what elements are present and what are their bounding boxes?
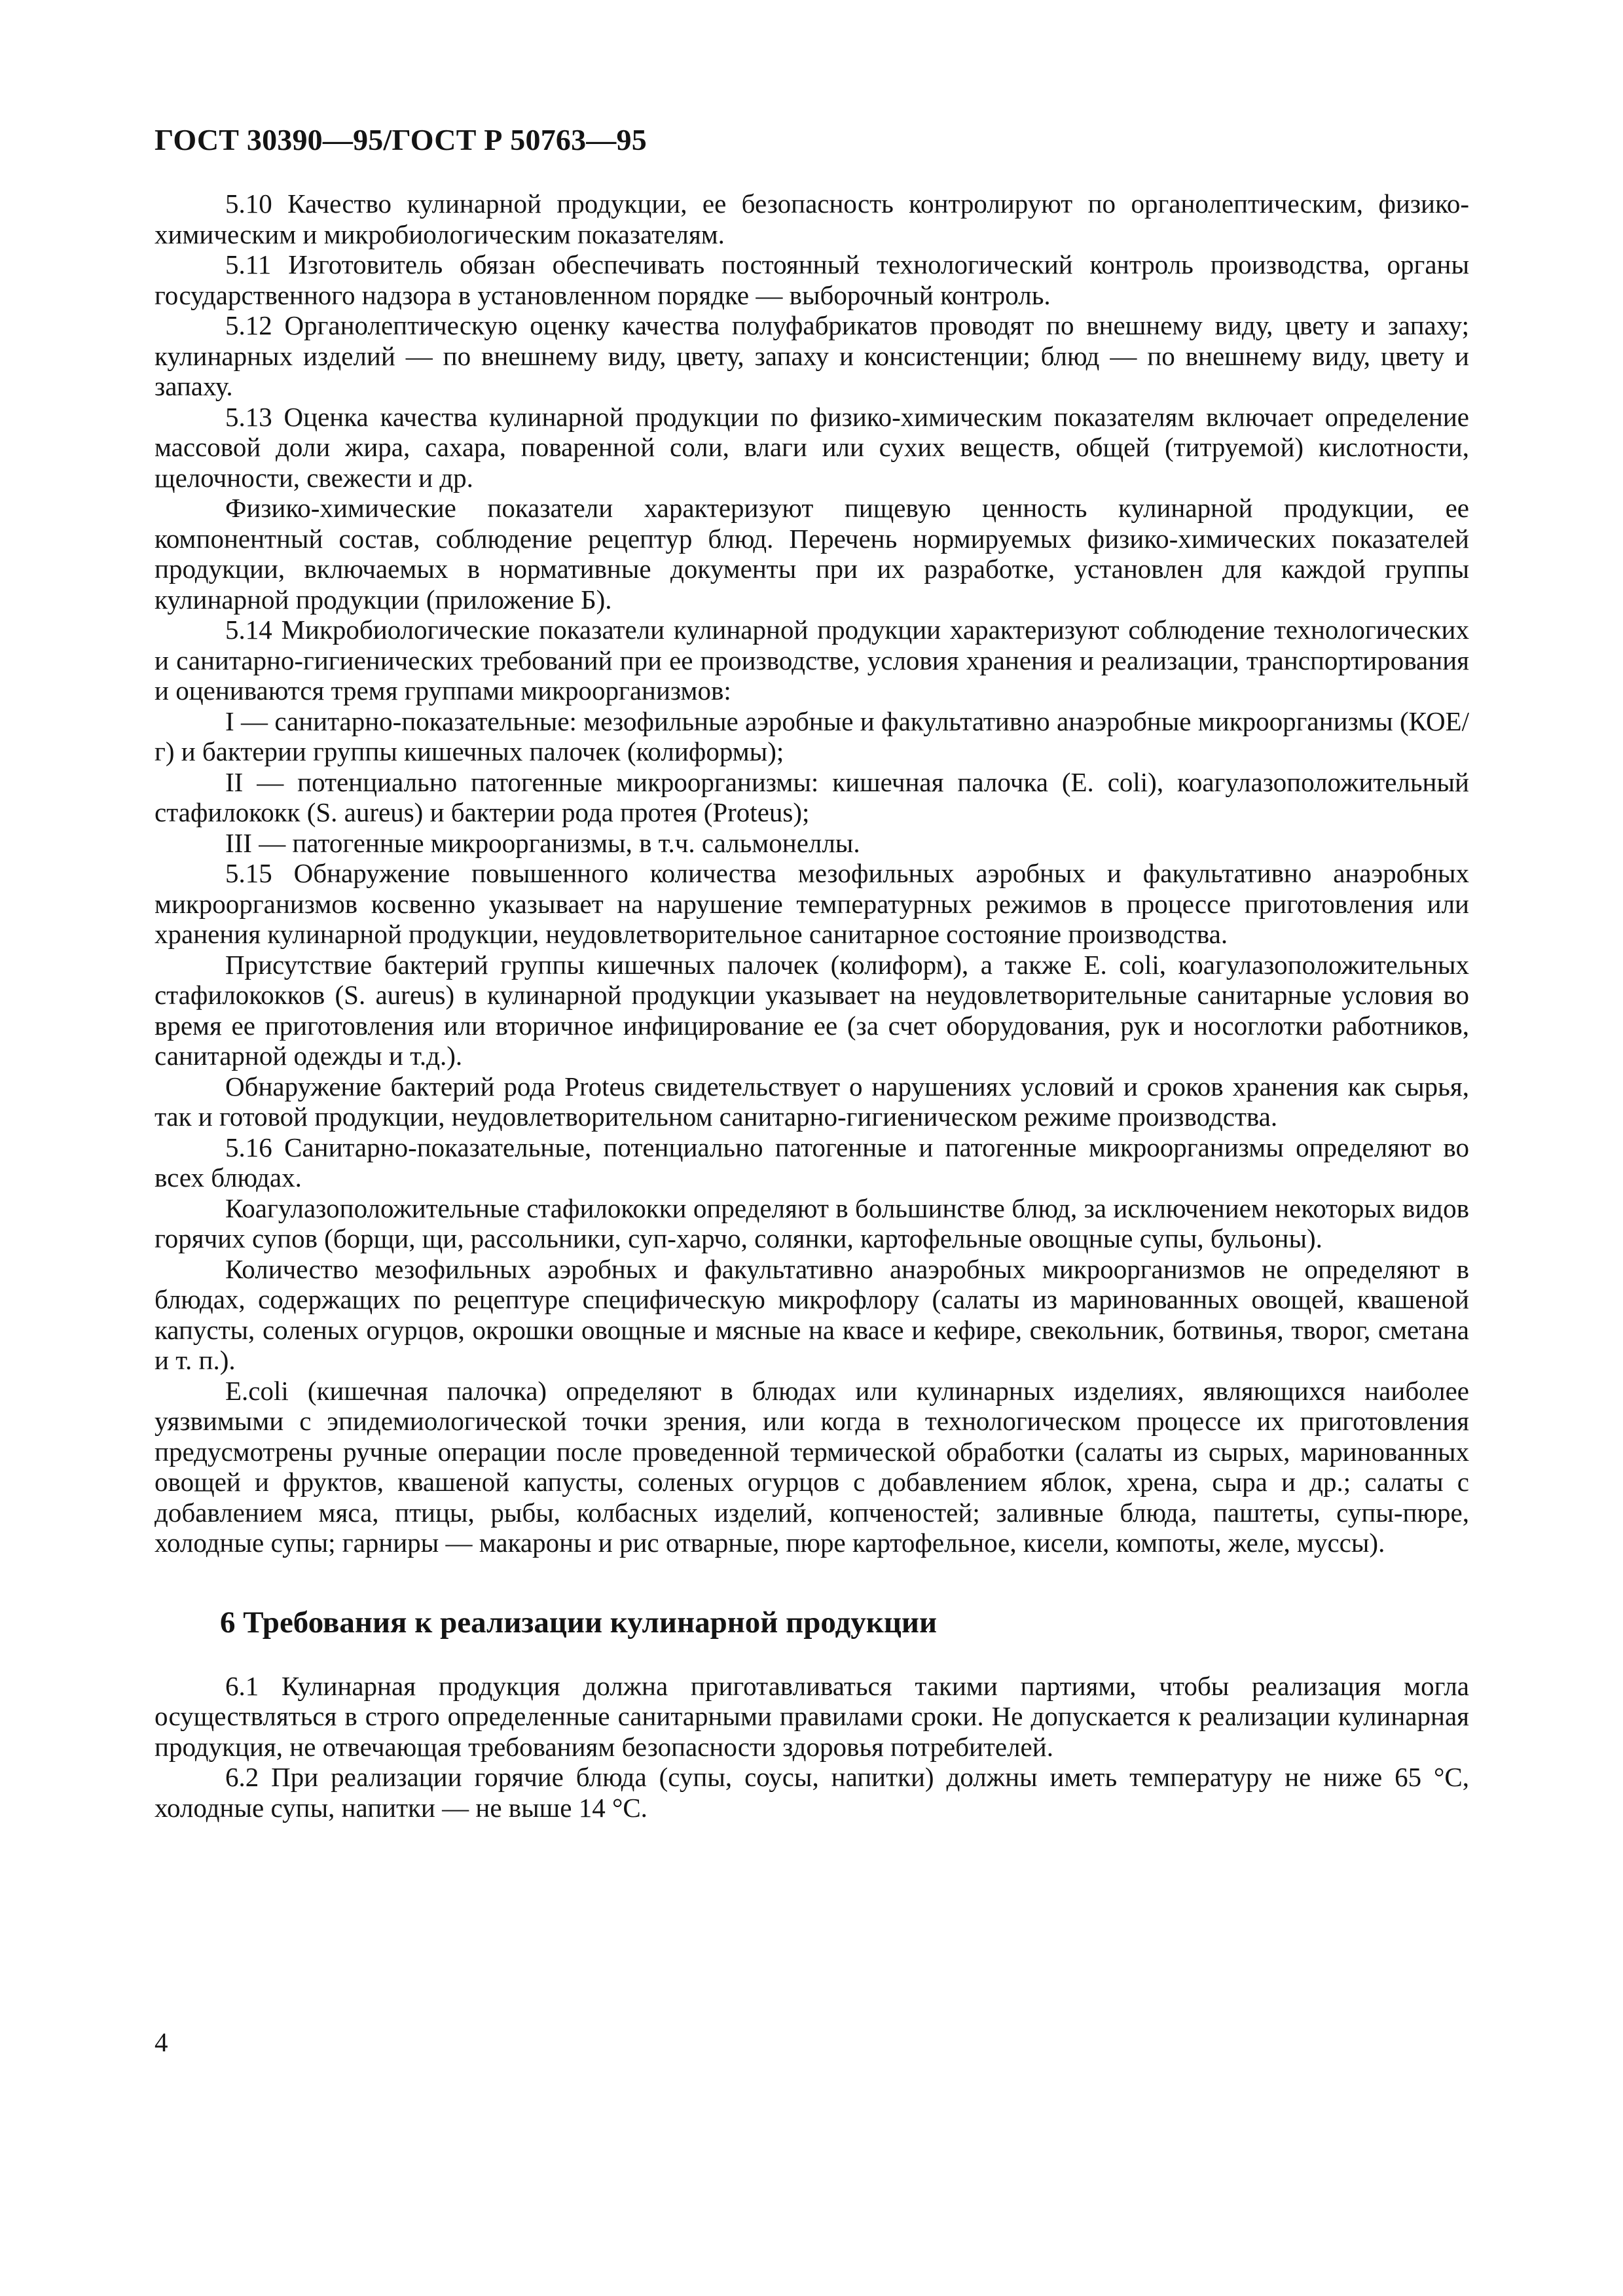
paragraph-6-2: 6.2 При реализации горячие блюда (супы, соусы, напитки) должны иметь температуру не ниже 65 °С, холодные супы, напитки — не выше 14 °С.: [155, 1762, 1469, 1823]
paragraph-group-2: II — потенциально патогенные микроорганизмы: кишечная палочка (Е. coli), коагулазоположительный стафилококк (S. aureus) и бактерии рода протея (Proteus);: [155, 766, 1469, 827]
paragraph-mesophilic: Количество мезофильных аэробных и факультативно анаэробных микроорганизмов не определяют в блюдах, содержащих по рецептуре специфическую микрофлору (салаты из маринованных овощей, квашеной капусты, соленых огурцов, окрошки овощные и мясные на квасе и кефире, свекольник, ботвинья, творог, сметана и т. п.).: [155, 1253, 1469, 1375]
paragraph-5-10: 5.10 Качество кулинарной продукции, ее безопасность контролируют по органолептическим, физико-химическим и микробиологическим показателям.: [155, 188, 1469, 249]
standard-header: ГОСТ 30390—95/ГОСТ Р 50763—95: [155, 123, 647, 156]
paragraph-coliform: Присутствие бактерий группы кишечных палочек (колиформ), а также Е. coli, коагулазоположительных стафилококков (S. aureus) в кулинарной продукции указывает на неудовлетворительные санитарные условия во время ее приготовления или вторичное инфицирование ее (за счет оборудования, рук и носоглотки работников, санитарной одежды и т.д.).: [155, 949, 1469, 1071]
paragraph-ecoli: Е.coli (кишечная палочка) определяют в блюдах или кулинарных изделиях, являющихся наиболее уязвимыми с эпидемиологической точки зрения, или когда в технологическом процессе их приготовления предусмотрены ручные операции после проведенной термической обработки (салаты из сырых, маринованных овощей и фруктов, квашеной капусты, соленых огурцов с добавлением яблок, хрена, сыра и др.; салаты с добавлением мяса, птицы, рыбы, колбасных изделий, копченостей; заливные блюда, паштеты, супы-пюре, холодные супы; гарниры — макароны и рис отварные, пюре картофельное, кисели, компоты, желе, муссы).: [155, 1375, 1469, 1558]
paragraph-5-14: 5.14 Микробиологические показатели кулинарной продукции характеризуют соблюдение технологических и санитарно-гигиенических требований при ее производстве, условия хранения и реализации, транспортирования и оцениваются тремя группами микроорганизмов:: [155, 615, 1469, 706]
document-body: [155, 188, 1469, 1823]
paragraph-5-15: 5.15 Обнаружение повышенного количества мезофильных аэробных и факультативно анаэробных микроорганизмов косвенно указывает на нарушение температурных режимов в процессе приготовления или хранения кулинарной продукции, неудовлетворительное санитарное состояние производства.: [155, 858, 1469, 949]
paragraph-5-12: 5.12 Органолептическую оценку качества полуфабрикатов проводят по внешнему виду, цвету и запаху; кулинарных изделий — по внешнему виду, цвету, запаху и консистенции; блюд — по внешнему виду, цвету и запаху.: [155, 310, 1469, 401]
paragraph-5-13: 5.13 Оценка качества кулинарной продукции по физико-химическим показателям включает определение массовой доли жира, сахара, поваренной соли, влаги или сухих веществ, общей (титруемой) кислотности, щелочности, свежести и др.: [155, 401, 1469, 493]
paragraph-group-1: I — санитарно-показательные: мезофильные аэробные и факультативно анаэробные микроорганизмы (КОЕ/г) и бактерии группы кишечных палочек (колиформы);: [155, 706, 1469, 766]
paragraph-physchem: Физико-химические показатели характеризуют пищевую ценность кулинарной продукции, ее компонентный состав, соблюдение рецептур блюд. Перечень нормируемых физико-химических показателей продукции, включаемых в нормативные документы при их разработке, установлен для каждой группы кулинарной продукции (приложение Б).: [155, 493, 1469, 615]
page-number: 4: [155, 2027, 168, 2057]
paragraph-6-1: 6.1 Кулинарная продукция должна приготавливаться такими партиями, чтобы реализация могла осуществляться в строго определенные санитарными правилами сроки. Не допускается к реализации кулинарная продукция, не отвечающая требованиям безопасности здоровья потребителей.: [155, 1670, 1469, 1762]
paragraph-group-3: III — патогенные микроорганизмы, в т.ч. сальмонеллы.: [225, 827, 860, 858]
paragraph-staphylococci: Коагулазоположительные стафилококки определяют в большинстве блюд, за исключением некоторых видов горячих супов (борщи, щи, рассольники, суп-харчо, солянки, картофельные овощные супы, бульоны).: [155, 1193, 1469, 1253]
paragraph-5-11: 5.11 Изготовитель обязан обеспечивать постоянный технологический контроль производства, органы государственного надзора в установленном порядке — выборочный контроль.: [155, 249, 1469, 310]
paragraph-5-16: 5.16 Санитарно-показательные, потенциально патогенные и патогенные микроорганизмы определяют во всех блюдах.: [155, 1132, 1469, 1193]
paragraph-proteus: Обнаружение бактерий рода Proteus свидетельствует о нарушениях условий и сроков хранения как сырья, так и готовой продукции, неудовлетворительном санитарно-гигиеническом режиме производства.: [155, 1071, 1469, 1132]
section-6-title: 6 Требования к реализации кулинарной продукции: [220, 1605, 938, 1640]
